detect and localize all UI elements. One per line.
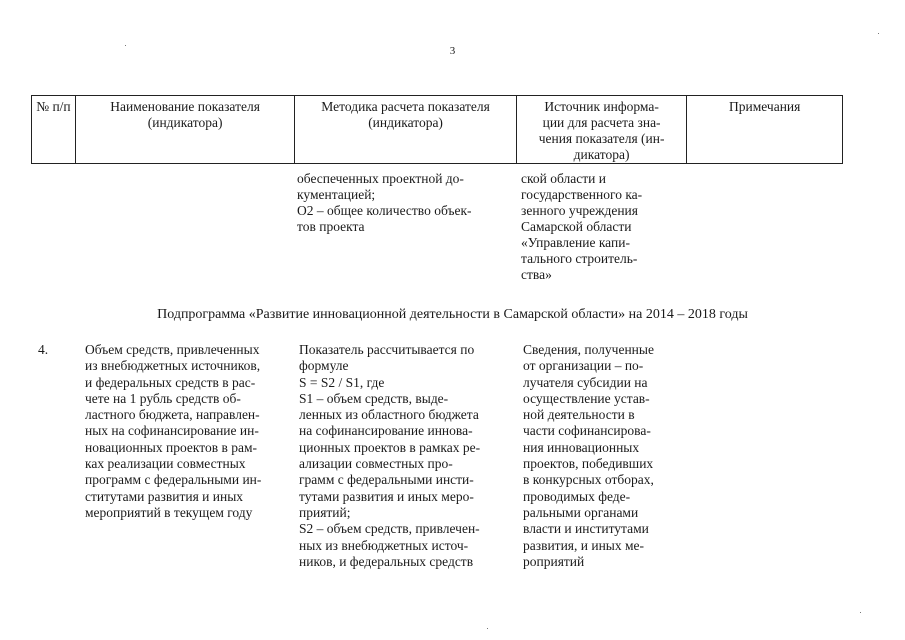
scan-speck: [487, 628, 488, 629]
header-col-method: Методика расчета показателя (индикатора): [295, 96, 516, 163]
continuation-method-text: обеспеченных проектной до- кументацией; О2 – общее количество объек- тов проекта: [297, 171, 472, 234]
header-col-notes: Примечания: [728, 99, 801, 114]
scan-speck: [125, 45, 126, 46]
row-indicator-name: Объем средств, привлеченных из внебюджетных источников, и федеральных средств в рас- чете на 1 рубль средств об- ластного бюджета, направлен- ных на софинансирование ин- новационных проектов в рам- ках реализации совместных программ с федеральными ин- ститутами развития и иных мероприятий в текущем году: [85, 342, 262, 520]
subprogram-title: Подпрограмма «Развитие инновационной деятельности в Самарской области» на 2014 – 2018 годы: [157, 307, 748, 322]
row-calculation-method: Показатель рассчитывается по формуле S = S2 / S1, где S1 – объем средств, выде- ленных из областного бюджета на софинансирование иннова- ционных проектов в рамках ре- ализации совместных про- грамм с федеральными инсти- тутами развития и иных меро- приятий; S2 – объем средств, привлечен- ных из внебюджетных источ- ников, и федеральных средств: [299, 342, 481, 569]
header-col-source: Источник информа- ции для расчета зна- чения показателя (ин- дикатора): [517, 96, 688, 163]
header-col-number: № п/п: [32, 96, 76, 163]
continuation-source-text: ской области и государственного ка- зенного учреждения Самарской области «Управление капи- тального строитель- ства»: [521, 171, 643, 282]
scan-speck: [860, 612, 861, 613]
header-col-name: Наименование показателя (индикатора): [76, 96, 295, 163]
row-information-source: Сведения, полученные от организации – по- лучателя субсидии на осуществление устав- ной деятельности в части софинансирова- ния инновационных проектов, победивших в конкурсных отборах, проводимых феде- ральными органами власти и институтами развития, и иных ме- роприятий: [523, 342, 654, 569]
scan-speck: [878, 33, 879, 34]
page-number: 3: [449, 45, 456, 57]
table-header: [31, 95, 843, 164]
row-number: 4.: [38, 342, 49, 357]
